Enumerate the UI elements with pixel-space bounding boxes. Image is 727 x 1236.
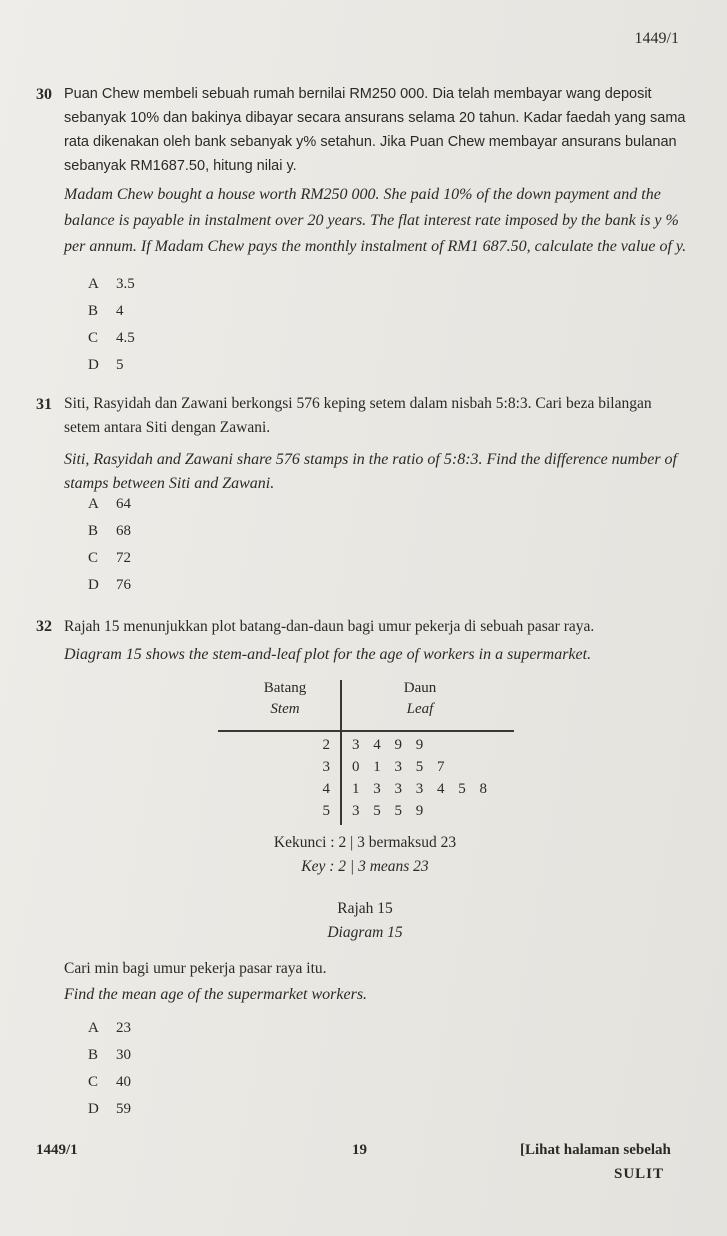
key-malay: Kekunci : 2 | 3 bermaksud 23: [273, 834, 457, 851]
exam-page: 1449/1 30 Puan Chew membeli sebuah rumah bernilai RM250 000. Dia telah membayar wang deposit sebanyak 10% dan bakinya dibayar secara ansurans selama 20 tahun. Kadar faedah yang sama rata dikenakan oleh bank sebanyak y% setahun. Jika Puan Chew membayar ansurans bulanan sebanyak RM1687.50, hitung nilai y. Madam Chew bought a house worth RM250 000. She paid 10% of the down payment and the balance is payable in instalment over 20 years. The flat interest rate imposed by the bank is y % per annum. If Madam Chew pays the monthly instalment of RM1 687.50, calculate the value of y. A 3.5 B 4 C 4.5 D 5 31 Siti, Rasyidah dan Zawani berkongsi 576 keping setem dalam nisbah 5:8:3. Cari beza bilangan setem antara Siti dengan Zawani. Siti, Rasyidah and Zawani share 576 stamps in the ratio of 5:8:3. Find the difference number of stamps between Siti and Zawani. A 64 B 68 C 72 D 76 32 Rajah 15 menunjukkan plot batang-dan-daun bagi umur pekerja di sebuah pasar raya. Diagram 15 shows the stem-and-leaf plot for the age of workers in a supermarket. Batang Stem Daun Leaf 2 3 4 9 9 3 0 1 3 5 7 4 1 3 3 3 4 5 8 5 3 5 5 9 Kekunci : 2 | 3 bermaksud 23 Key : 2 | 3 means 23 Rajah 15 Diagram 15 Cari min bagi umur pekerja pasar raya itu. Find the mean age of the supermarket workers. A 23 B 30 C 40 D 59 1449/1 19 [Lihat halaman sebelah SULIT: [0, 0, 727, 1236]
question-text-english: Siti, Rasyidah and Zawani share 576 stamps in the ratio of 5:8:3. Find the difference number of stamps between Siti and Zawani.: [64, 451, 677, 492]
footer-classification: SULIT: [614, 1166, 665, 1182]
stem-leaf-divider: [340, 680, 342, 825]
question-number: 30: [36, 86, 52, 103]
diagram-caption-english: Diagram 15: [327, 924, 403, 941]
leaf-values: 3 5 5 9: [352, 803, 429, 819]
key-english: Key : 2 | 3 means 23: [301, 858, 429, 875]
question-number: 31: [36, 396, 52, 413]
question-30: [36, 82, 687, 260]
question-32-prompt: [36, 956, 687, 1008]
header-divider: [218, 730, 514, 732]
prompt-malay: Cari min bagi umur pekerja pasar raya itu.: [64, 960, 327, 977]
paper-code-header: 1449/1: [634, 30, 679, 47]
leaf-column-header: Daun Leaf: [403, 680, 437, 717]
question-text-malay: Siti, Rasyidah dan Zawani berkongsi 576 keping setem dalam nisbah 5:8:3. Cari beza bilangan setem antara Siti dengan Zawani.: [64, 395, 652, 436]
diagram-caption-malay: Rajah 15: [337, 900, 393, 917]
footer-paper-code: 1449/1: [36, 1142, 78, 1158]
question-text-english: Diagram 15 shows the stem-and-leaf plot for the age of workers in a supermarket.: [64, 646, 592, 663]
stem-value: 3: [322, 759, 330, 775]
stem-value: 2: [322, 737, 330, 753]
question-31: [36, 392, 687, 496]
question-text-malay: Puan Chew membeli sebuah rumah bernilai RM250 000. Dia telah membayar wang deposit sebanyak 10% dan bakinya dibayar secara ansurans selama 20 tahun. Kadar faedah yang sama rata dikenakan oleh bank sebanyak y% setahun. Jika Puan Chew membayar ansurans bulanan sebanyak RM1687.50, hitung nilai y.: [64, 86, 686, 174]
question-text-english: Madam Chew bought a house worth RM250 000. She paid 10% of the down payment and the balance is payable in instalment over 20 years. The flat interest rate imposed by the bank is y % per annum. If Madam Chew pays the monthly instalment of RM1 687.50, calculate the value of y.: [64, 186, 687, 255]
question-number: 32: [36, 618, 52, 635]
stem-value: 4: [322, 781, 330, 797]
leaf-values: 3 4 9 9: [352, 737, 429, 753]
question-32: [36, 614, 687, 668]
page-number: 19: [352, 1142, 367, 1158]
leaf-values: 0 1 3 5 7: [352, 759, 450, 775]
leaf-values: 1 3 3 3 4 5 8: [352, 781, 492, 797]
prompt-english: Find the mean age of the supermarket workers.: [64, 986, 368, 1003]
stem-value: 5: [322, 803, 330, 819]
question-text-malay: Rajah 15 menunjukkan plot batang-dan-daun bagi umur pekerja di sebuah pasar raya.: [64, 618, 595, 635]
footer-next-page-note: [Lihat halaman sebelah: [520, 1142, 671, 1158]
stem-column-header: Batang Stem: [263, 680, 307, 717]
